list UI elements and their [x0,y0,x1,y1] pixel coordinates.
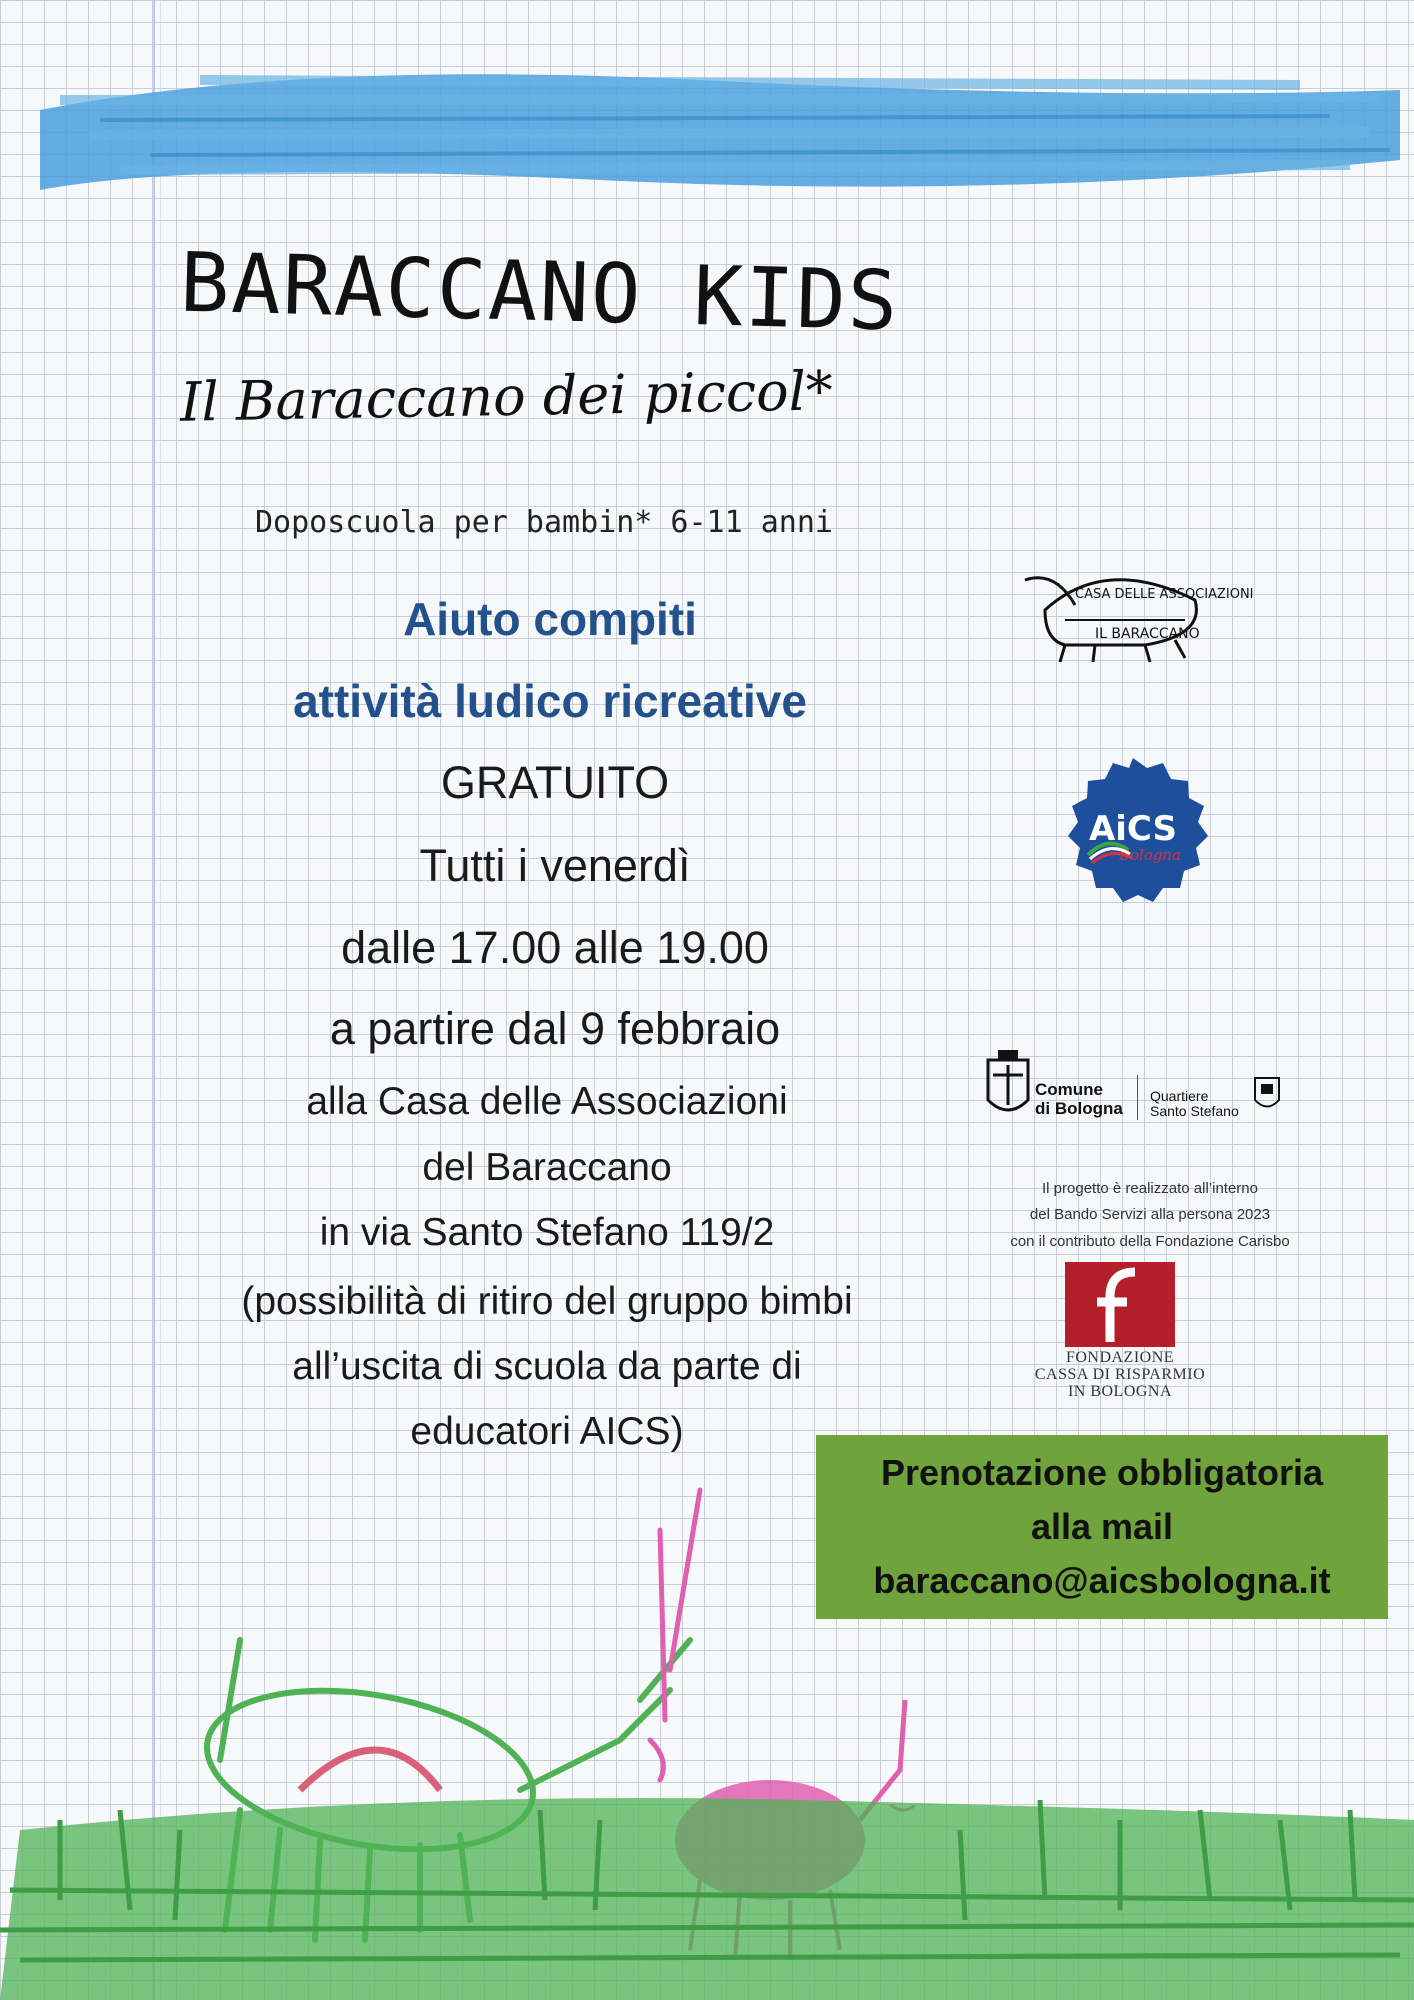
location-line: del Baraccano [422,1146,672,1189]
project-note-line: del Bando Servizi alla persona 2023 [1029,1206,1271,1224]
pickup-note-line: educatori AICS) [410,1410,684,1453]
pickup-note-line: (possibilità di ritiro del gruppo bimbi [241,1280,853,1323]
logo-divider [1137,1075,1138,1120]
price-label: GRATUITO [440,757,670,808]
quartiere-label-line: Santo Stefano [1150,1103,1239,1120]
fondazione-label-line: IN BOLOGNA [1067,1382,1173,1400]
casa-associazioni-logo [1005,550,1254,670]
project-note-line: con il contributo della Fondazione Carisbo [1010,1232,1290,1250]
project-note [960,1176,1340,1255]
comune-label-line: di Bologna [1035,1098,1123,1118]
aics-logo-subtext: Bologna [1118,846,1182,864]
location-line: alla Casa delle Associazioni [306,1080,788,1123]
fondazione-label-line: CASSA DI RISPARMIO [1034,1365,1206,1383]
grass-drawing [0,1798,1414,2000]
casa-logo-text: CASA DELLE ASSOCIAZIONI [1075,587,1254,602]
comune-bologna-label [1035,1081,1123,1118]
children-drawing [0,1460,1414,2000]
schedule-start: a partire dal 9 febbraio [329,1003,781,1054]
event-subtitle: Il Baraccano dei piccol* [179,359,834,434]
booking-email-link[interactable]: baraccano@aicsbologna.it [873,1560,1331,1601]
activity-recreational: attività ludico ricreative [293,675,807,727]
schedule-days: Tutti i venerdì [419,840,691,891]
project-note-line: Il progetto è realizzato all’interno [1042,1180,1258,1197]
casa-logo-text: IL BARACCANO [1095,626,1200,642]
aics-bologna-logo [1058,755,1208,905]
schedule-hours: dalle 17.00 alle 19.00 [341,922,769,973]
booking-heading: Prenotazione obbligatoria [880,1452,1324,1493]
activity-homework: Aiuto compiti [403,593,697,645]
fondazione-carisbo-logo [1065,1262,1175,1347]
tagline: Doposcuola per bambin* 6-11 anni [255,505,833,540]
booking-subheading: alla mail [1030,1506,1174,1547]
blue-crayon-band [0,40,1414,210]
pickup-note-line: all’uscita di scuola da parte di [292,1345,802,1388]
comune-label-line: Comune [1035,1080,1103,1099]
fondazione-label [1020,1350,1220,1400]
fondazione-label-line: FONDAZIONE [1065,1349,1175,1366]
quartiere-santo-stefano-label [1150,1089,1239,1120]
location-line: in via Santo Stefano 119/2 [319,1211,775,1254]
comune-bologna-crest-icon [983,1045,1033,1125]
aics-logo-text: AiCS [1088,809,1178,849]
quartiere-label-line: Quartiere [1150,1088,1209,1104]
quartiere-shield-icon [1252,1075,1282,1115]
event-title: BARACCANO KIDS [178,235,901,350]
